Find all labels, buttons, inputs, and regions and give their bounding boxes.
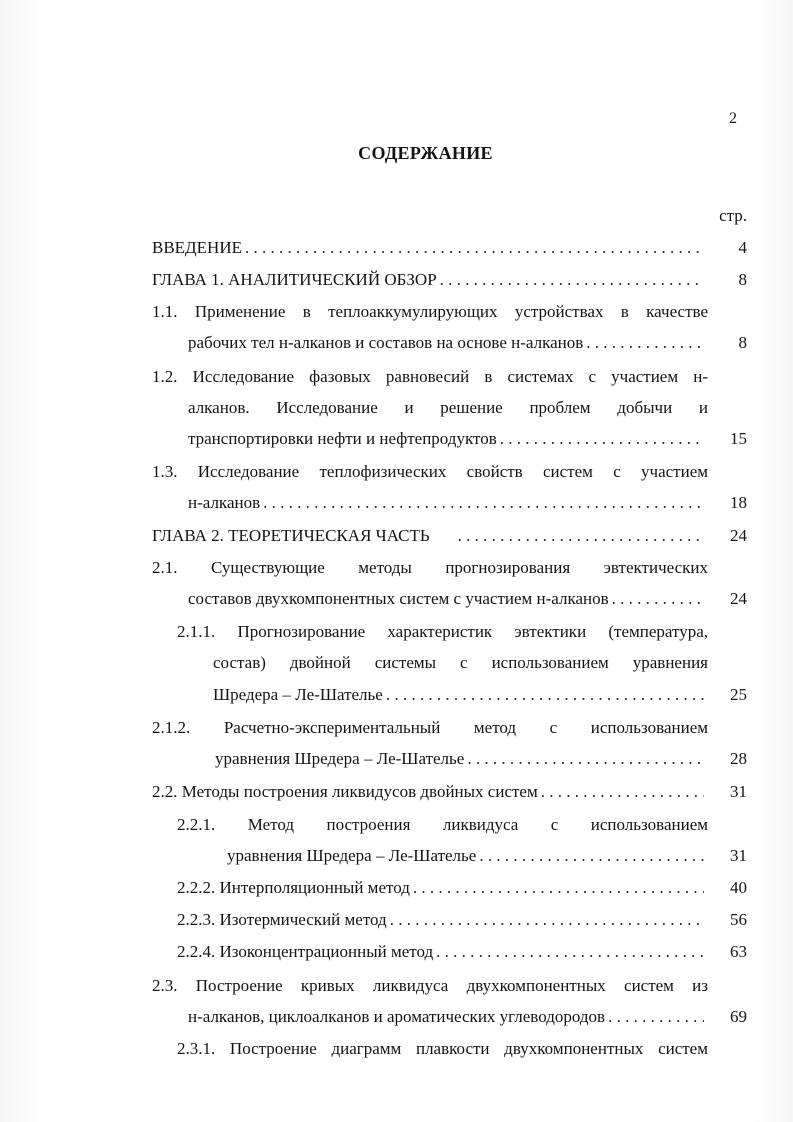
dot-leader bbox=[390, 909, 704, 931]
dot-leader bbox=[479, 845, 704, 867]
toc-entry-text: ВВЕДЕНИЕ bbox=[152, 238, 242, 257]
toc-entry-2-3-line2 bbox=[188, 1006, 708, 1028]
toc-page-number: 40 bbox=[730, 878, 747, 897]
dot-leader bbox=[612, 588, 704, 610]
toc-entry-text: 2.2.3. Изотермический метод bbox=[177, 910, 387, 929]
toc-page-number: 4 bbox=[738, 238, 747, 257]
toc-page-number: 31 bbox=[730, 846, 747, 865]
toc-entry-2-2-2 bbox=[177, 877, 708, 899]
toc-entry-text: н-алканов bbox=[188, 493, 261, 512]
dot-leader bbox=[386, 684, 704, 706]
toc-entry-chapter-1 bbox=[152, 269, 708, 291]
dot-leader bbox=[608, 1006, 704, 1028]
toc-entry-1-2-line3 bbox=[188, 428, 708, 450]
toc-entry-introduction bbox=[152, 237, 708, 259]
toc-page-number: 56 bbox=[730, 910, 747, 929]
toc-page-number: 8 bbox=[738, 270, 747, 289]
page-title: СОДЕРЖАНИЕ bbox=[358, 143, 493, 163]
toc-entry-2-2 bbox=[152, 781, 708, 803]
toc-page-number: 18 bbox=[730, 493, 747, 512]
page-number: 2 bbox=[729, 110, 737, 127]
toc-entry-text: ГЛАВА 2. ТЕОРЕТИЧЕСКАЯ ЧАСТЬ bbox=[152, 526, 430, 545]
toc-entry-chapter-2 bbox=[152, 525, 708, 547]
toc-entry-text: транспортировки нефти и нефтепродуктов bbox=[188, 429, 497, 448]
toc-entry-2-1-line1: 2.1. Существующие методы прогнозирования эвтектических bbox=[152, 558, 708, 577]
toc-entry-2-2-4 bbox=[177, 941, 708, 963]
toc-entry-text: рабочих тел н-алканов и составов на основе н-алканов bbox=[188, 333, 584, 352]
toc-entry-text: 2.2. Методы построения ликвидусов двойных систем bbox=[152, 782, 538, 801]
toc-entry-2-2-3 bbox=[177, 909, 708, 931]
dot-leader bbox=[586, 332, 704, 354]
toc-page-number: 63 bbox=[730, 942, 747, 961]
toc-page-number: 24 bbox=[730, 526, 747, 545]
toc-entry-1-2-line2: алканов. Исследование и решение проблем добычи и bbox=[188, 398, 708, 417]
dot-leader bbox=[436, 941, 704, 963]
toc-entry-2-1-2-line1: 2.1.2. Расчетно-экспериментальный метод с использованием bbox=[152, 718, 708, 737]
dot-leader bbox=[541, 781, 704, 803]
toc-page-number: 31 bbox=[730, 782, 747, 801]
toc-entry-2-2-1-line1: 2.2.1. Метод построения ликвидуса с использованием bbox=[177, 815, 708, 834]
toc-entry-2-3-1-line1: 2.3.1. Построение диаграмм плавкости двухкомпонентных систем bbox=[177, 1039, 708, 1058]
toc-entry-text: уравнения Шредера – Ле-Шателье bbox=[227, 846, 477, 865]
toc-page-number: 8 bbox=[738, 333, 747, 352]
toc-entry-text: 2.2.2. Интерполяционный метод bbox=[177, 878, 410, 897]
toc-entry-1-3-line1: 1.3. Исследование теплофизических свойств систем с участием bbox=[152, 462, 708, 481]
toc-entry-1-1-line1: 1.1. Применение в теплоаккумулирующих устройствах в качестве bbox=[152, 302, 708, 321]
toc-entry-text: н-алканов, циклоалканов и ароматических углеводородов bbox=[188, 1007, 606, 1026]
toc-entry-2-1-1-line1: 2.1.1. Прогнозирование характеристик эвтектики (температура, bbox=[177, 622, 708, 641]
toc-entry-2-1-1-line3 bbox=[213, 684, 708, 706]
toc-entry-text: 2.2.4. Изоконцентрационный метод bbox=[177, 942, 434, 961]
toc-page-number: 15 bbox=[730, 429, 747, 448]
toc-entry-text: составов двухкомпонентных систем с участием н-алканов bbox=[188, 589, 609, 608]
toc-page-number: 28 bbox=[730, 749, 747, 768]
toc-entry-2-1-1-line2: состав) двойной системы с использованием уравнения bbox=[213, 653, 708, 672]
toc-entry-2-2-1-line2 bbox=[227, 845, 708, 867]
dot-leader bbox=[500, 428, 704, 450]
toc-entry-2-1-line2 bbox=[188, 588, 708, 610]
page-column-label: стр. bbox=[719, 206, 747, 225]
dot-leader bbox=[458, 525, 704, 547]
toc-entry-2-3-line1: 2.3. Построение кривых ликвидуса двухкомпонентных систем из bbox=[152, 976, 708, 995]
toc-entry-text: уравнения Шредера – Ле-Шателье bbox=[215, 749, 465, 768]
toc-entry-1-2-line1: 1.2. Исследование фазовых равновесий в системах с участием н- bbox=[152, 367, 708, 386]
dot-leader bbox=[263, 492, 704, 514]
toc-page-number: 24 bbox=[730, 589, 747, 608]
toc-page-number: 25 bbox=[730, 685, 747, 704]
dot-leader bbox=[413, 877, 704, 899]
toc-entry-2-1-2-line2 bbox=[215, 748, 708, 770]
dot-leader bbox=[467, 748, 704, 770]
toc-entry-1-1-line2 bbox=[188, 332, 708, 354]
toc-entry-text: ГЛАВА 1. АНАЛИТИЧЕСКИЙ ОБЗОР bbox=[152, 270, 437, 289]
dot-leader bbox=[245, 237, 704, 259]
toc-entry-1-3-line2 bbox=[188, 492, 708, 514]
toc-page-number: 69 bbox=[730, 1007, 747, 1026]
toc-entry-text: Шредера – Ле-Шателье bbox=[213, 685, 383, 704]
dot-leader bbox=[440, 269, 704, 291]
